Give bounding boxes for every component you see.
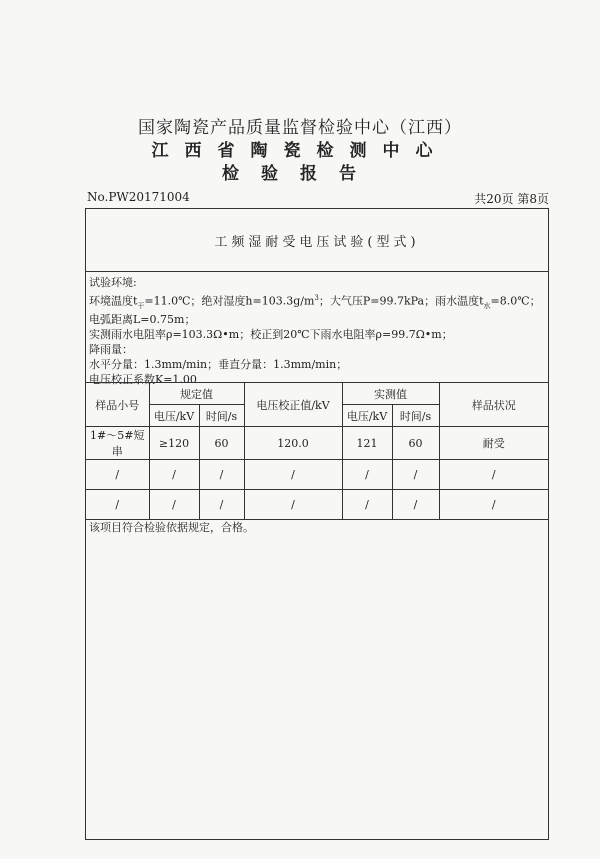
report-frame	[85, 208, 549, 840]
org-title: 国家陶瓷产品质量监督检验中心（江西）	[138, 118, 462, 138]
header-measured: 实测值	[342, 383, 439, 405]
header-status: 样品状况	[439, 383, 548, 427]
env-arc-distance: 电弧距离L=0.75m；	[89, 313, 196, 327]
env-resistivity: 实测雨水电阻率ρ=103.3Ω•m；校正到20℃下雨水电阻率ρ=99.7Ω•m；	[89, 328, 453, 342]
env-heading: 试验环境:	[89, 276, 137, 289]
page-count: 共20页 第8页	[474, 192, 549, 206]
header-spec-voltage: 电压/kV	[149, 405, 199, 427]
table-row: 1#～5#短串 ≥120 60 120.0 121 60 耐受	[86, 427, 548, 460]
test-environment	[89, 276, 547, 387]
test-title: 工频湿耐受电压试验(型式)	[86, 209, 548, 272]
header-meas-time: 时间/s	[392, 405, 439, 427]
header-meas-voltage: 电压/kV	[342, 405, 392, 427]
env-temperature-line: 环境温度$t_干=11.0℃$；绝对湿度$h=103.3g/m^3$；大气压P=99.7kPa；雨水温度$t_水=8.0℃$；	[89, 293, 541, 310]
header-spec-time: 时间/s	[199, 405, 244, 427]
env-correction-coef: 电压校正系数K=1.00	[89, 372, 197, 386]
report-number: No.PW20171004	[87, 190, 190, 204]
table-row: / / / / / / /	[86, 460, 548, 490]
env-rain-heading: 降雨量：	[89, 343, 133, 357]
report-title: 检验报告	[222, 164, 378, 184]
header-corrected: 电压校正值/kV	[244, 383, 342, 427]
header-specified: 规定值	[149, 383, 244, 405]
env-rain-values: 水平分量：1.3mm/min；垂直分量：1.3mm/min；	[89, 357, 348, 371]
conclusion: 该项目符合检验依据规定，合格。	[89, 521, 254, 534]
center-title: 江西省陶瓷检测中心	[151, 141, 449, 161]
table-row: / / / / / / /	[86, 490, 548, 520]
header-sample: 样品小号	[86, 383, 149, 427]
results-table	[86, 382, 548, 520]
